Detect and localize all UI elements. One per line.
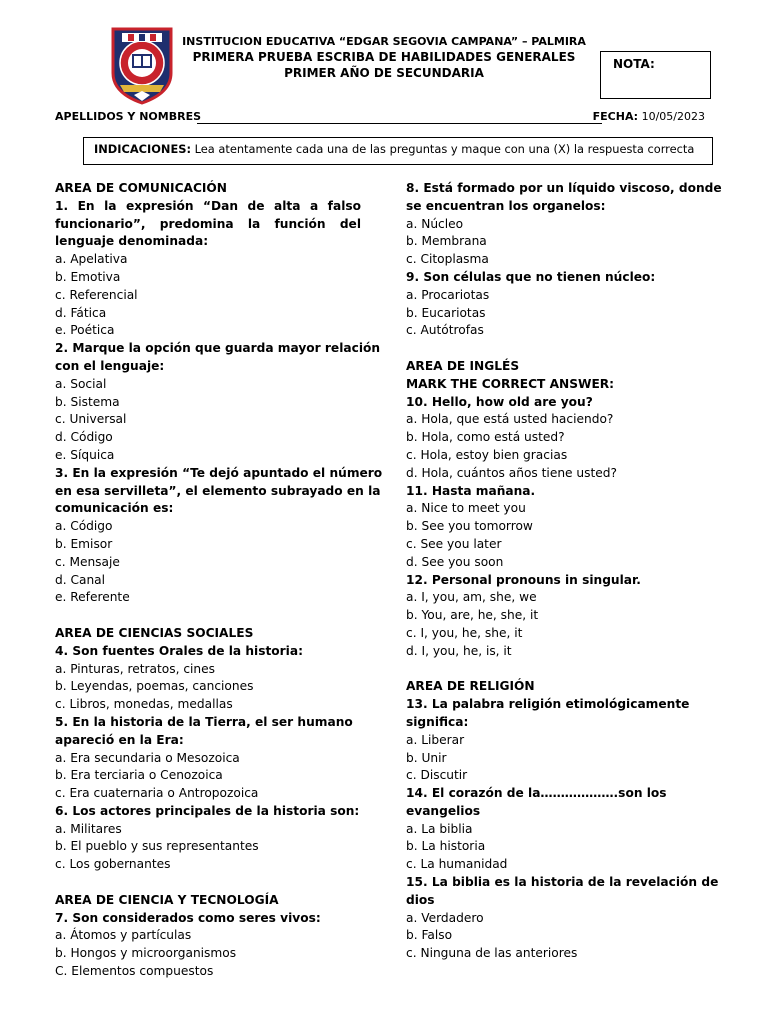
section-title: AREA DE INGLÉS — [406, 358, 520, 373]
answer-option[interactable]: b. Unir — [406, 750, 447, 765]
date-label: FECHA: — [592, 110, 639, 123]
answer-option[interactable]: c. Hola, estoy bien gracias — [406, 447, 568, 462]
question-text: evangelios — [406, 803, 481, 818]
question-text: 9. Son células que no tienen núcleo: — [406, 269, 656, 284]
left-column — [55, 180, 383, 981]
answer-option[interactable]: c. La humanidad — [406, 857, 508, 872]
grade-box — [600, 51, 711, 99]
question-text: 5. En la historia de la Tierra, el ser humano — [55, 714, 353, 729]
grade-level: PRIMER AÑO DE SECUNDARIA — [284, 66, 484, 80]
answer-option[interactable]: c. Discutir — [406, 768, 468, 783]
institution-name: INSTITUCION EDUCATIVA “EDGAR SEGOVIA CAMPANA” – PALMIRA — [182, 35, 586, 48]
question-text: 6. Los actores principales de la historia son: — [55, 803, 360, 818]
answer-option[interactable]: c. Mensaje — [55, 554, 120, 569]
question-text: 15. La biblia es la historia de la revelación de — [406, 875, 719, 890]
question-text: dios — [406, 892, 435, 907]
question-text: se encuentran los organelos: — [406, 198, 606, 213]
answer-option[interactable]: d. Canal — [55, 572, 106, 587]
question-text: lenguaje denominada: — [55, 234, 209, 249]
instructions-text: Lea atentamente cada una de las preguntas y maque con una (X) la respuesta correcta — [194, 142, 695, 156]
name-label: APELLIDOS Y NOMBRES — [55, 110, 202, 123]
answer-option[interactable]: a. Pinturas, retratos, cines — [55, 661, 215, 676]
section-title: AREA DE CIENCIA Y TECNOLOGÍA — [55, 892, 279, 907]
section-title: AREA DE RELIGIÓN — [406, 679, 535, 694]
answer-option[interactable]: a. Nice to meet you — [406, 501, 526, 516]
section-title: AREA DE COMUNICACIÓN — [55, 181, 227, 195]
answer-option[interactable]: a. Núcleo — [406, 216, 464, 231]
answer-option[interactable]: a. I, you, am, she, we — [406, 590, 537, 605]
answer-option[interactable]: c. Libros, monedas, medallas — [55, 697, 233, 712]
date-field — [593, 110, 705, 123]
answer-option[interactable]: c. See you later — [406, 536, 502, 551]
question-text: 8. Está formado por un líquido viscoso, donde — [406, 181, 722, 195]
answer-option[interactable]: C. Elementos compuestos — [55, 964, 214, 979]
answer-option[interactable]: a. Átomos y partículas — [55, 928, 192, 943]
answer-option[interactable]: b. Era terciaria o Cenozoica — [55, 768, 223, 783]
date-value: 10/05/2023 — [641, 110, 705, 123]
question-text: significa: — [406, 714, 469, 729]
answer-option[interactable]: b. Leyendas, poemas, canciones — [55, 679, 254, 694]
answer-option[interactable]: d. Fática — [55, 305, 107, 320]
answer-option[interactable]: b. Membrana — [406, 234, 487, 249]
question-text: 1. En la expresión “Dan de alta a falso — [55, 198, 361, 213]
right-column — [406, 180, 722, 963]
answer-option[interactable]: b. La historia — [406, 839, 486, 854]
answer-option[interactable]: b. Emotiva — [55, 269, 121, 284]
answer-option[interactable]: b. Emisor — [55, 536, 113, 551]
answer-option[interactable]: a. Hola, que está usted haciendo? — [406, 412, 614, 427]
answer-option[interactable]: a. Verdadero — [406, 910, 484, 925]
answer-option[interactable]: b. See you tomorrow — [406, 519, 533, 534]
answer-option[interactable]: a. Militares — [55, 821, 122, 836]
name-field[interactable] — [197, 123, 602, 124]
answer-option[interactable]: c. Citoplasma — [406, 252, 489, 267]
answer-option[interactable]: c. Universal — [55, 412, 127, 427]
section-title: AREA DE CIENCIAS SOCIALES — [55, 625, 254, 640]
answer-option[interactable]: b. Hola, como está usted? — [406, 430, 565, 445]
instructions-box — [83, 137, 713, 165]
answer-option[interactable]: b. Falso — [406, 928, 453, 943]
answer-option[interactable]: b. El pueblo y sus representantes — [55, 839, 259, 854]
answer-option[interactable]: a. Liberar — [406, 732, 465, 747]
answer-option[interactable]: a. Era secundaria o Mesozoica — [55, 750, 240, 765]
answer-option[interactable]: e. Síquica — [55, 447, 115, 462]
question-text: apareció en la Era: — [55, 732, 184, 747]
question-text: 3. En la expresión “Te dejó apuntado el número — [55, 465, 383, 480]
instructions-label: INDICACIONES: — [94, 142, 191, 156]
question-text: 2. Marque la opción que guarda mayor relación — [55, 341, 381, 356]
answer-option[interactable]: c. Era cuaternaria o Antropozoica — [55, 786, 259, 801]
answer-option[interactable]: d. See you soon — [406, 554, 504, 569]
answer-option[interactable]: d. Código — [55, 430, 113, 445]
answer-option[interactable]: c. Los gobernantes — [55, 857, 171, 872]
student-info-row — [55, 110, 715, 128]
answer-option[interactable]: d. I, you, he, is, it — [406, 643, 512, 658]
answer-option[interactable]: a. Apelativa — [55, 252, 128, 267]
answer-option[interactable]: e. Referente — [55, 590, 130, 605]
question-text: en esa servilleta”, el elemento subrayado en la — [55, 483, 381, 498]
section-subtitle: MARK THE CORRECT ANSWER: — [406, 376, 615, 391]
question-text: 14. El corazón de la……………….son los — [406, 786, 667, 801]
question-text: 13. La palabra religión etimológicamente — [406, 697, 690, 712]
answer-option[interactable]: a. Procariotas — [406, 287, 490, 302]
question-text: funcionario”, predomina la función del — [55, 216, 361, 231]
question-text: 4. Son fuentes Orales de la historia: — [55, 643, 303, 658]
answer-option[interactable]: a. Código — [55, 519, 113, 534]
question-text: comunicación es: — [55, 501, 174, 516]
answer-option[interactable]: c. Referencial — [55, 287, 138, 302]
answer-option[interactable]: e. Poética — [55, 323, 115, 338]
answer-option[interactable]: b. Sistema — [55, 394, 120, 409]
answer-option[interactable]: a. Social — [55, 376, 107, 391]
answer-option[interactable]: b. Eucariotas — [406, 305, 486, 320]
question-text: con el lenguaje: — [55, 358, 165, 373]
exam-title: PRIMERA PRUEBA ESCRIBA DE HABILIDADES GENERALES — [192, 50, 576, 64]
answer-option[interactable]: c. Autótrofas — [406, 323, 484, 338]
answer-option[interactable]: c. Ninguna de las anteriores — [406, 946, 578, 961]
nota-label: NOTA: — [613, 57, 655, 71]
answer-option[interactable]: c. I, you, he, she, it — [406, 625, 523, 640]
answer-option[interactable]: a. La biblia — [406, 821, 473, 836]
question-text: 10. Hello, how old are you? — [406, 394, 593, 409]
question-text: 12. Personal pronouns in singular. — [406, 572, 641, 587]
answer-option[interactable]: b. Hongos y microorganismos — [55, 946, 237, 961]
question-text: 11. Hasta mañana. — [406, 483, 536, 498]
question-text: 7. Son considerados como seres vivos: — [55, 910, 321, 925]
answer-option[interactable]: b. You, are, he, she, it — [406, 608, 539, 623]
answer-option[interactable]: d. Hola, cuántos años tiene usted? — [406, 465, 617, 480]
